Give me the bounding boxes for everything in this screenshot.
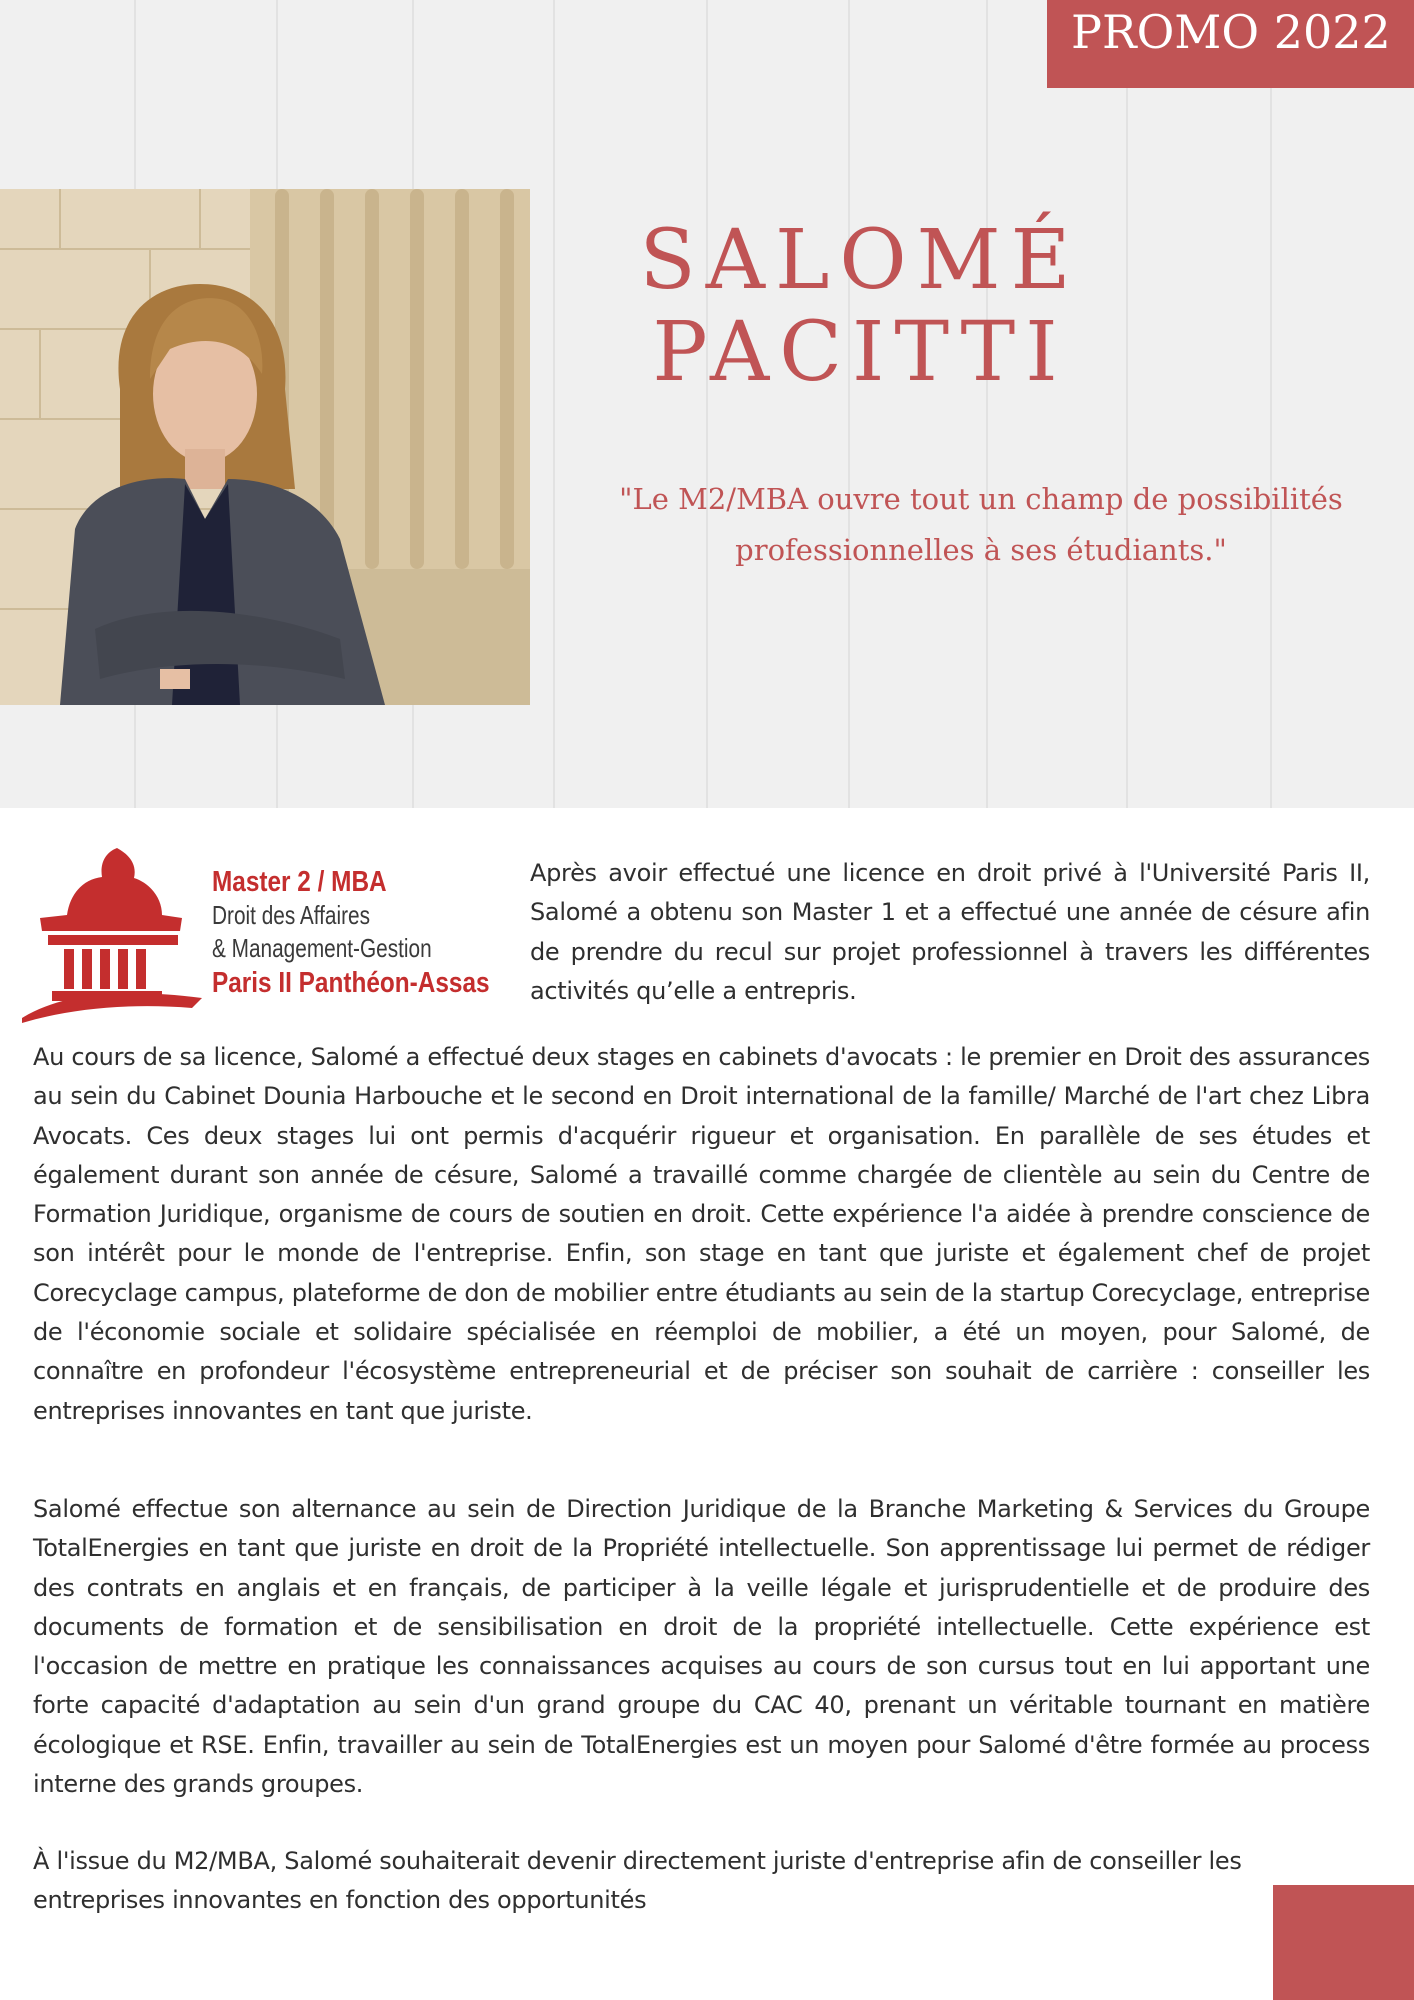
logo-line-droit: Droit des Affaires bbox=[212, 900, 371, 930]
vertical-line bbox=[553, 0, 555, 808]
profile-quote: "Le M2/MBA ouvre tout un champ de possibilités professionnelles à ses étudiants." bbox=[619, 482, 1343, 567]
logo-line-management: & Management-Gestion bbox=[212, 933, 432, 963]
body-paragraph-internships: Au cours de sa licence, Salomé a effectué deux stages en cabinets d'avocats : le premier en Droit des assurances au sein du Cabinet Dounia Harbouche et le second en Droit international de la famille/ Marché de l'art chez Libra Avocats. Ces deux stages lui ont permis d'acquérir rigueur et organisation. En parallèle de ses études et également durant son année de césure, Salomé a travaillé comme chargée de clientèle au sein du Centre de Formation Juridique, organisme de cours de soutien en droit. Cette expérience l'a aidée à prendre conscience de son intérêt pour le monde de l'entreprise. Enfin, son stage en tant que juriste et également chef de projet Corecyclage campus, plateforme de don de mobilier entre étudiants au sein de la startup Corecyclage, entreprise de l'économie sociale et solidaire spécialisée en réemploi de mobilier, a été un moyen, pour Salomé, de connaître en profondeur l'écosystème entrepreneurial et de préciser son souhait de carrière : conseiller les entreprises innovantes en tant que juriste. bbox=[33, 1043, 1370, 1425]
vertical-line bbox=[848, 0, 850, 808]
body-paragraph-apprenticeship: Salomé effectue son alternance au sein de Direction Juridique de la Branche Marketing & Services du Groupe TotalEnergies en tant que juriste en droit de la Propriété intellectuelle. Son apprentissage lui permet de rédiger des contrats en anglais et en français, de participer à la veille légale et jurisprudentielle et de produire des documents de formation et de sensibilisation en droit de la propriété intellectuelle. Cette expérience est l'occasion de mettre en pratique les connaissances acquises au cours de son cursus tout en lui apportant une forte capacité d'adaptation au sein d'un grand groupe du CAC 40, prenant un véritable tournant en matière écologique et RSE. Enfin, travailler au sein de TotalEnergies est un moyen pour Salomé d'être formée au process interne des grands groupes. bbox=[33, 1495, 1370, 1799]
vertical-line bbox=[1126, 0, 1128, 808]
name-line-last: PACITTI bbox=[652, 305, 1068, 400]
vertical-line bbox=[986, 0, 988, 808]
corner-accent-block bbox=[1273, 1885, 1414, 2000]
body-paragraph-goal: À l'issue du M2/MBA, Salomé souhaiterait devenir directement juriste d'entreprise afin de conseiller les entreprises innovantes en fonction des opportunités bbox=[33, 1847, 1242, 1915]
profile-name bbox=[560, 215, 1160, 399]
profile-photo bbox=[0, 189, 530, 705]
program-logo bbox=[22, 843, 520, 1023]
logo-line-master: Master 2 / MBA bbox=[212, 866, 387, 898]
portrait-illustration bbox=[0, 189, 530, 705]
logo-line-university: Paris II Panthéon-Assas bbox=[212, 967, 490, 999]
vertical-line bbox=[706, 0, 708, 808]
logo-wordmark bbox=[212, 865, 542, 1001]
body-paragraph-intro: Après avoir effectué une licence en droit privé à l'Université Paris II, Salomé a obtenu son Master 1 et a effectué une année de césure afin de prendre du recul sur projet professionnel à travers les différentes activités qu’elle a entrepris. bbox=[530, 859, 1370, 1005]
pantheon-icon bbox=[22, 843, 202, 1023]
name-line-first: SALOMÉ bbox=[639, 213, 1081, 308]
promo-badge: PROMO 2022 bbox=[1047, 0, 1414, 88]
vertical-line bbox=[1270, 0, 1272, 808]
